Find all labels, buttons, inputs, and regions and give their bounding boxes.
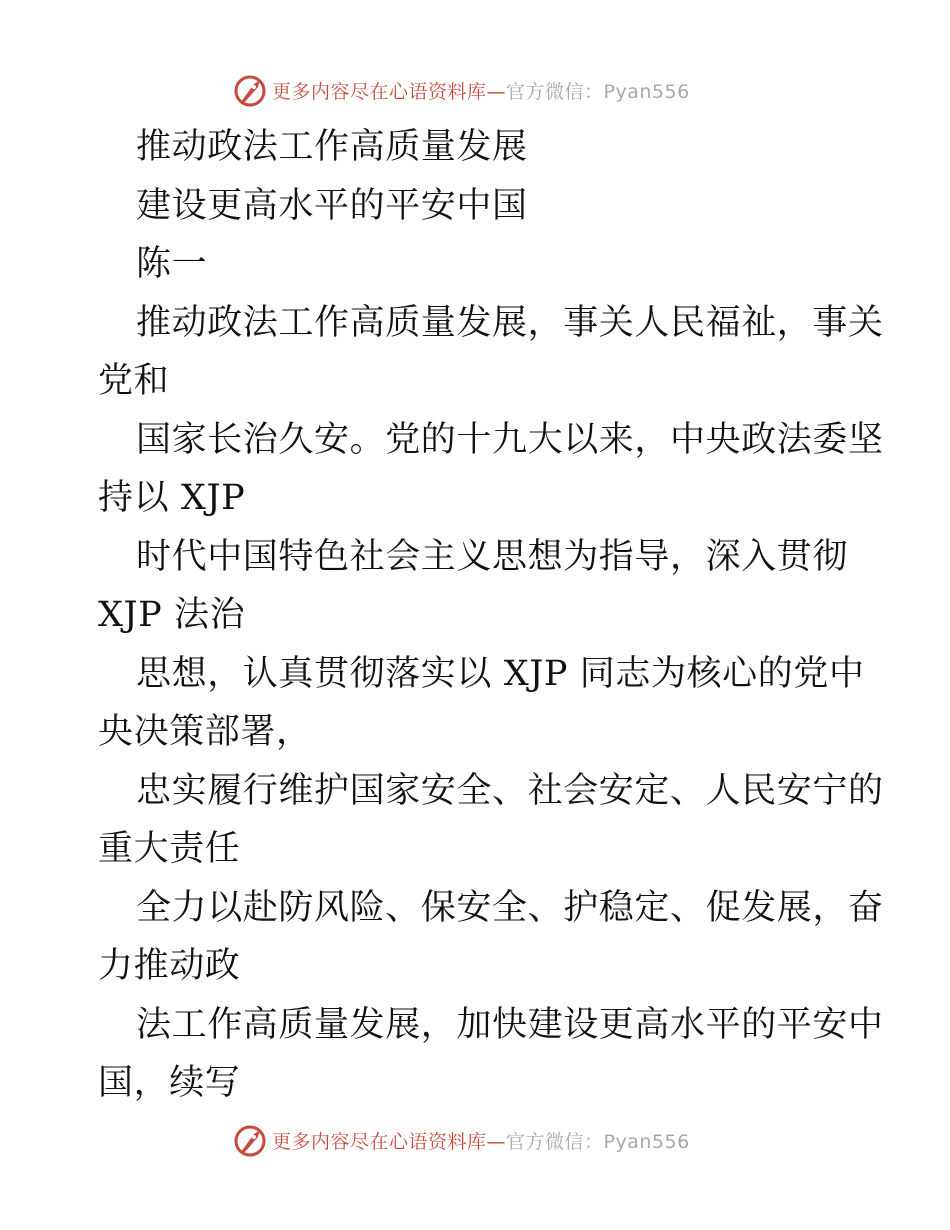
text-line: 国，续写 bbox=[98, 1063, 241, 1103]
text-line: 推动政法工作高质量发展 bbox=[136, 127, 528, 167]
text-line: 法工作高质量发展，加快建设更高水平的平安中 bbox=[136, 1004, 884, 1045]
document-body bbox=[98, 118, 884, 1113]
watermark-banner-bottom bbox=[232, 1120, 732, 1160]
text-line: 时代中国特色社会主义思想为指导，深入贯彻 bbox=[136, 536, 849, 577]
text-line: 国家长治久安。党的十九大以来，中央政法委坚 bbox=[136, 419, 884, 460]
watermark-banner-top bbox=[232, 70, 732, 110]
pen-nib-circle-logo-icon bbox=[232, 72, 268, 108]
text-line: 推动政法工作高质量发展，事关人民福祉，事关 bbox=[136, 302, 884, 343]
watermark-wechat-text: 官方微信：Pyan556 bbox=[506, 1130, 690, 1153]
text-line: 思想，认真贯彻落实以 XJP 同志为核心的党中 bbox=[136, 653, 865, 694]
text-line: 陈一 bbox=[136, 244, 208, 284]
text-line: 央决策部署， bbox=[98, 712, 312, 752]
watermark-site-text: 更多内容尽在心语资料库— bbox=[272, 80, 507, 103]
watermark-text bbox=[272, 1127, 690, 1154]
text-line: 建设更高水平的平安中国 bbox=[136, 185, 528, 226]
text-line: 忠实履行维护国家安全、社会安定、人民安宁的 bbox=[136, 770, 884, 811]
watermark-wechat-text: 官方微信：Pyan556 bbox=[506, 80, 690, 103]
text-line: XJP 法治 bbox=[98, 595, 246, 635]
text-line: 全力以赴防风险、保安全、护稳定、促发展，奋 bbox=[136, 887, 884, 928]
pen-nib-circle-logo-icon bbox=[232, 1122, 268, 1158]
text-line: 党和 bbox=[98, 361, 170, 401]
text-line: 力推动政 bbox=[98, 946, 241, 986]
watermark-text bbox=[272, 77, 690, 104]
text-line: 持以 XJP bbox=[98, 478, 246, 518]
text-line: 重大责任 bbox=[98, 829, 241, 869]
watermark-site-text: 更多内容尽在心语资料库— bbox=[272, 1130, 507, 1153]
